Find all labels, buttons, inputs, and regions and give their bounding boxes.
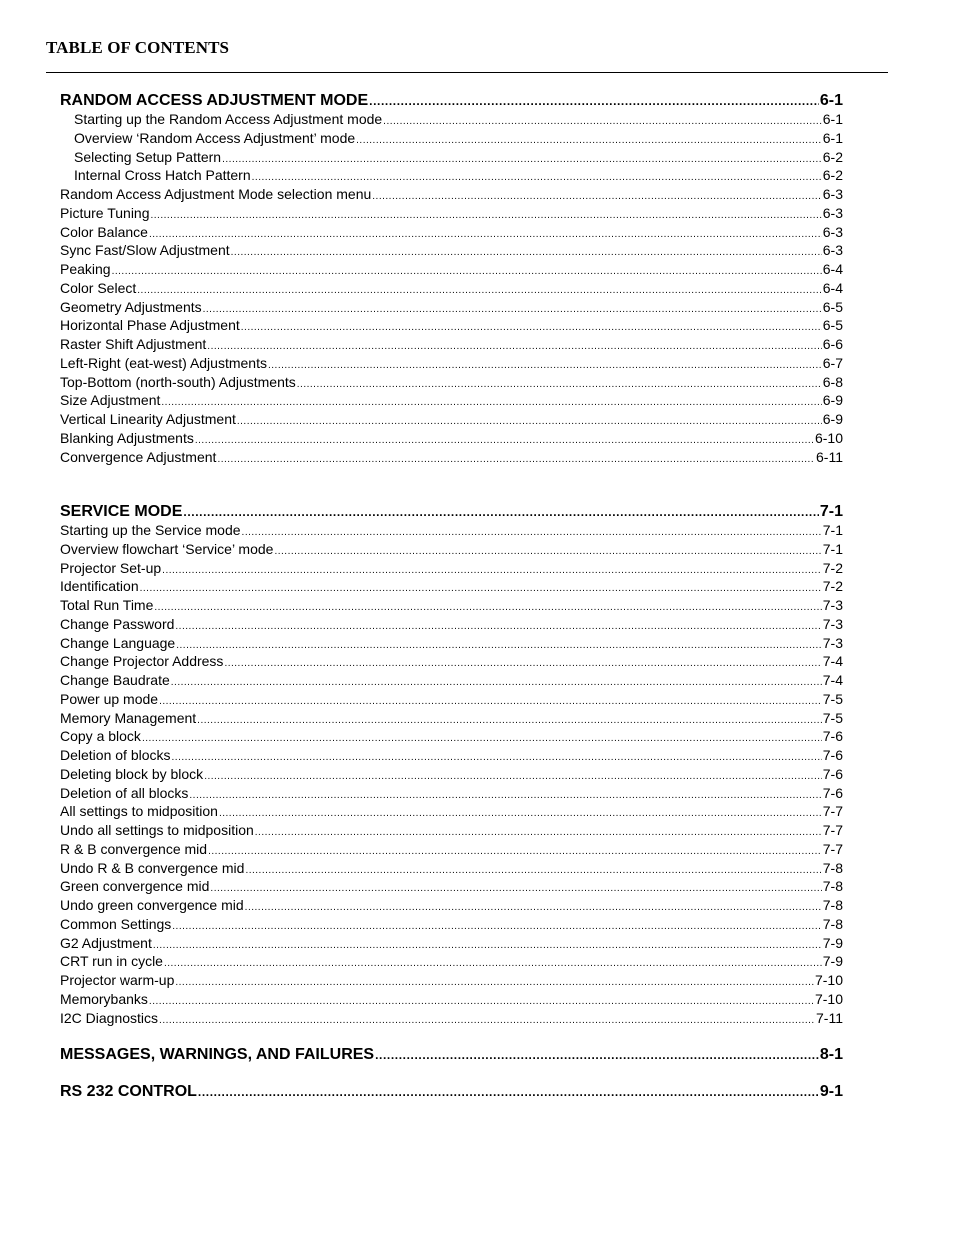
dot-leader xyxy=(171,673,822,690)
toc-entry-label: Starting up the Service mode xyxy=(60,522,241,538)
dot-leader xyxy=(198,1082,819,1102)
dot-leader xyxy=(237,412,822,429)
toc-entry[interactable] xyxy=(60,129,843,148)
toc-entry[interactable] xyxy=(60,559,843,578)
toc-page-number: 7-1 xyxy=(819,503,843,520)
toc-entry[interactable] xyxy=(60,204,843,223)
toc-entry-label: Color Balance xyxy=(60,223,148,240)
toc-page-number: 6-4 xyxy=(822,261,843,277)
toc-entry-label: Random Access Adjustment Mode selection menu xyxy=(60,186,372,202)
dot-leader xyxy=(159,1011,815,1028)
toc-page-number: 6-2 xyxy=(822,167,843,184)
dot-leader xyxy=(159,692,822,709)
toc-page-number: 6-8 xyxy=(822,373,843,390)
dot-leader xyxy=(217,450,815,467)
dot-leader xyxy=(224,654,821,671)
toc-entry[interactable] xyxy=(60,448,843,467)
toc-section-title: RANDOM ACCESS ADJUSTMENT MODE xyxy=(60,92,369,109)
toc-page-number: 7-7 xyxy=(822,840,843,857)
toc-entry[interactable] xyxy=(60,840,843,859)
toc-entry-label: Total Run Time xyxy=(60,597,154,613)
toc-page-number: 7-4 xyxy=(822,653,843,670)
toc-section-heading[interactable] xyxy=(60,1044,843,1065)
toc-entry-label: Top-Bottom (north-south) Adjustments xyxy=(60,373,296,390)
dot-leader xyxy=(162,561,822,578)
dot-leader xyxy=(153,936,822,953)
toc-page-number: 7-3 xyxy=(822,597,843,613)
toc-entry-label: Undo R & B convergence mid xyxy=(60,859,245,876)
toc-entry[interactable] xyxy=(60,540,843,559)
toc-entry[interactable] xyxy=(60,671,843,690)
toc-entry-label: Power up mode xyxy=(60,690,159,707)
toc-section-title: SERVICE MODE xyxy=(60,503,183,520)
dot-leader xyxy=(231,243,822,260)
toc-page-number: 6-1 xyxy=(819,92,843,109)
header-divider xyxy=(46,72,888,73)
toc-entry[interactable] xyxy=(60,1009,843,1028)
toc-entry[interactable] xyxy=(60,821,843,840)
toc-entry[interactable] xyxy=(60,410,843,429)
toc-entry-label: Undo green convergence mid xyxy=(60,897,244,913)
toc-page-number: 7-10 xyxy=(814,990,843,1007)
toc-page-number: 7-3 xyxy=(822,634,843,651)
dot-leader xyxy=(112,262,822,279)
dot-leader xyxy=(172,748,822,765)
dot-leader xyxy=(208,842,822,859)
toc-entry-label: Sync Fast/Slow Adjustment xyxy=(60,242,230,259)
toc-page-number: 7-2 xyxy=(822,578,843,595)
dot-leader xyxy=(241,318,822,335)
toc-entry-label: Horizontal Phase Adjustment xyxy=(60,317,240,334)
toc-entry-label: Common Settings xyxy=(60,915,172,932)
dot-leader xyxy=(164,954,822,971)
dot-leader xyxy=(140,579,822,596)
toc-page-number: 7-7 xyxy=(822,822,843,838)
dot-leader xyxy=(176,636,822,653)
toc-entry[interactable] xyxy=(60,316,843,335)
dot-leader xyxy=(207,337,821,354)
toc-entry-label: Internal Cross Hatch Pattern xyxy=(74,167,251,184)
toc-entry[interactable] xyxy=(60,373,843,392)
dot-leader xyxy=(222,150,822,167)
dot-leader xyxy=(356,131,822,148)
toc-entry[interactable] xyxy=(60,934,843,953)
dot-leader xyxy=(297,375,822,392)
toc-entry-label: Overview ‘Random Access Adjustment’ mode xyxy=(74,129,356,146)
toc-entry[interactable] xyxy=(60,727,843,746)
dot-leader xyxy=(242,523,822,540)
dot-leader xyxy=(175,973,814,990)
toc-entry[interactable] xyxy=(60,166,843,185)
toc-entry-label: Geometry Adjustments xyxy=(60,298,202,315)
toc-entry-label: Undo all settings to midposition xyxy=(60,822,254,838)
toc-section-heading[interactable] xyxy=(60,501,843,522)
toc-entry-label: Overview flowchart ‘Service’ mode xyxy=(60,540,274,557)
toc-page-number: 6-1 xyxy=(822,111,843,127)
toc-page-number: 8-1 xyxy=(819,1046,843,1063)
toc-entry[interactable] xyxy=(60,354,843,373)
dot-leader xyxy=(151,206,822,223)
toc-page-number: 7-8 xyxy=(822,859,843,876)
toc-entry-label: Copy a block xyxy=(60,728,141,745)
toc-page-number: 9-1 xyxy=(819,1083,843,1100)
toc-entry[interactable] xyxy=(60,709,843,728)
toc-entry-label: Vertical Linearity Adjustment xyxy=(60,411,236,427)
toc-entry[interactable] xyxy=(60,652,843,671)
toc-page-number: 6-3 xyxy=(822,204,843,221)
dot-leader xyxy=(149,225,822,242)
dot-leader xyxy=(172,917,821,934)
dot-leader xyxy=(274,542,821,559)
toc-entry-label: Deleting block by block xyxy=(60,765,204,782)
toc-page-number: 7-10 xyxy=(814,972,843,988)
toc-entry[interactable] xyxy=(60,802,843,821)
toc-entry[interactable] xyxy=(60,185,843,204)
dot-leader xyxy=(154,598,821,615)
toc-entry-label: Selecting Setup Pattern xyxy=(74,148,222,165)
toc-page-number: 7-6 xyxy=(822,765,843,782)
toc-entry-label: Picture Tuning xyxy=(60,204,150,221)
toc-entry[interactable] xyxy=(60,877,843,896)
dot-leader xyxy=(183,502,818,522)
toc-entry[interactable] xyxy=(60,634,843,653)
toc-entry-label: Peaking xyxy=(60,261,111,277)
dot-leader xyxy=(203,300,822,317)
toc-page-number: 7-9 xyxy=(822,934,843,951)
toc-page-number: 6-7 xyxy=(822,354,843,371)
toc-entry[interactable] xyxy=(60,279,843,298)
toc-entry[interactable] xyxy=(60,241,843,260)
toc-entry[interactable] xyxy=(60,148,843,167)
toc-page-number: 7-5 xyxy=(822,690,843,707)
toc-entry[interactable] xyxy=(60,690,843,709)
toc-page-number: 7-2 xyxy=(822,559,843,576)
dot-leader xyxy=(175,617,821,634)
dot-leader xyxy=(255,823,822,840)
toc-page-number: 6-3 xyxy=(822,186,843,202)
toc-page-number: 7-8 xyxy=(822,878,843,895)
toc-page-number: 6-4 xyxy=(822,279,843,296)
toc-entry-label: Color Select xyxy=(60,279,137,296)
toc-section-heading[interactable] xyxy=(60,90,843,111)
toc-section-title: MESSAGES, WARNINGS, AND FAILURES xyxy=(60,1046,375,1063)
toc-entry-label: I2C Diagnostics xyxy=(60,1009,159,1026)
toc-section-heading[interactable] xyxy=(60,1081,843,1102)
toc-entry[interactable] xyxy=(60,521,843,540)
toc-page-number: 7-6 xyxy=(822,784,843,801)
toc-page-number: 6-6 xyxy=(822,336,843,352)
toc-section-title: RS 232 CONTROL xyxy=(60,1083,197,1100)
dot-leader xyxy=(210,879,821,896)
dot-leader xyxy=(245,898,822,915)
dot-leader xyxy=(245,861,821,878)
dot-leader xyxy=(195,431,814,448)
toc-entry[interactable] xyxy=(60,915,843,934)
dot-leader xyxy=(149,992,814,1009)
toc-page-number: 6-5 xyxy=(822,298,843,315)
toc-entry[interactable] xyxy=(60,971,843,990)
dot-leader xyxy=(369,91,819,111)
toc-page-number: 7-3 xyxy=(822,615,843,632)
toc-entry[interactable] xyxy=(60,223,843,242)
toc-entry-label: Left-Right (eat-west) Adjustments xyxy=(60,354,267,371)
dot-leader xyxy=(137,281,822,298)
dot-leader xyxy=(204,767,822,784)
toc-page-number: 7-6 xyxy=(822,728,843,745)
toc-entry-label: Green convergence mid xyxy=(60,878,210,895)
toc-entry[interactable] xyxy=(60,298,843,317)
toc-entry[interactable] xyxy=(60,746,843,765)
toc-entry[interactable] xyxy=(60,335,843,354)
toc-entry-label: R & B convergence mid xyxy=(60,840,208,857)
toc-page-number: 7-1 xyxy=(822,540,843,557)
toc-entry[interactable] xyxy=(60,952,843,971)
toc-page-number: 6-11 xyxy=(816,448,843,465)
toc-entry[interactable] xyxy=(60,577,843,596)
dot-leader xyxy=(142,729,822,746)
toc-entry[interactable] xyxy=(60,784,843,803)
toc-page-number: 6-3 xyxy=(822,242,843,259)
toc-entry[interactable] xyxy=(60,990,843,1009)
toc-entry[interactable] xyxy=(60,260,843,279)
toc-page-number: 6-9 xyxy=(822,392,843,409)
toc-entry-label: Deletion of blocks xyxy=(60,747,171,763)
toc-entry[interactable] xyxy=(60,429,843,448)
toc-entry-label: Starting up the Random Access Adjustment mode xyxy=(74,111,383,127)
toc-page-number: 7-4 xyxy=(822,672,843,688)
toc-page-number: 7-7 xyxy=(822,803,843,820)
toc-entry-label: Raster Shift Adjustment xyxy=(60,336,207,352)
toc-page-number: 6-1 xyxy=(822,129,843,146)
toc-entry-label: Convergence Adjustment xyxy=(60,448,217,465)
toc-entry-label: G2 Adjustment xyxy=(60,934,152,951)
toc-page-number: 7-11 xyxy=(816,1009,843,1026)
page-title: TABLE OF CONTENTS xyxy=(46,38,230,57)
toc-page-number: 6-9 xyxy=(822,411,843,427)
toc-entry-label: Memory Management xyxy=(60,709,197,726)
toc-entry-label: Projector Set-up xyxy=(60,559,162,576)
dot-leader xyxy=(372,187,821,204)
toc-page-number: 6-2 xyxy=(822,148,843,165)
toc-page-number: 7-6 xyxy=(822,747,843,763)
toc-page-number: 6-5 xyxy=(822,317,843,334)
toc-page-number: 7-8 xyxy=(822,915,843,932)
toc-entry-label: Change Baudrate xyxy=(60,672,170,688)
toc-entry-label: Change Language xyxy=(60,634,176,651)
toc-entry[interactable] xyxy=(60,110,843,129)
toc-entry-label: Projector warm-up xyxy=(60,972,175,988)
dot-leader xyxy=(161,393,821,410)
toc-entry[interactable] xyxy=(60,859,843,878)
toc-entry[interactable] xyxy=(60,596,843,615)
toc-entry-label: Change Projector Address xyxy=(60,653,224,670)
toc-entry-label: Identification xyxy=(60,578,139,595)
toc-entry[interactable] xyxy=(60,391,843,410)
toc-page-number: 7-1 xyxy=(822,522,843,538)
toc-page-number: 7-9 xyxy=(822,953,843,970)
toc-page-number: 7-5 xyxy=(822,709,843,726)
dot-leader xyxy=(383,112,822,129)
dot-leader xyxy=(268,356,822,373)
toc-entry-label: Size Adjustment xyxy=(60,392,161,409)
toc-page-number: 6-10 xyxy=(814,429,843,446)
toc-entry-label: CRT run in cycle xyxy=(60,953,163,970)
toc-page-number: 6-3 xyxy=(822,223,843,240)
toc-entry-label: Memorybanks xyxy=(60,990,148,1007)
toc-entry[interactable] xyxy=(60,615,843,634)
toc-entry-label: Deletion of all blocks xyxy=(60,784,189,801)
dot-leader xyxy=(197,711,822,728)
toc-entry[interactable] xyxy=(60,765,843,784)
toc-entry-label: Change Password xyxy=(60,615,175,632)
toc-entry[interactable] xyxy=(60,896,843,915)
toc-entry-label: Blanking Adjustments xyxy=(60,429,194,446)
dot-leader xyxy=(219,804,822,821)
toc-entry-label: All settings to midposition xyxy=(60,803,218,820)
dot-leader xyxy=(375,1045,819,1065)
dot-leader xyxy=(252,168,822,185)
toc-page-number: 7-8 xyxy=(822,897,843,913)
dot-leader xyxy=(189,786,821,803)
